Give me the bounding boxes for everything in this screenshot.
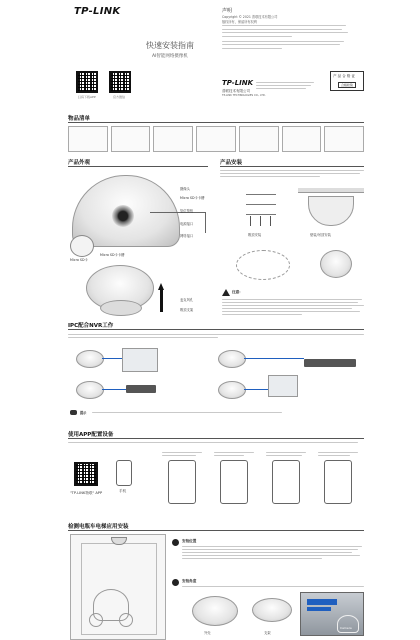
section-nvr-rule — [68, 329, 364, 330]
statement-heading: 声明 — [222, 8, 233, 14]
arrow-up-icon — [158, 283, 164, 290]
app-step — [318, 452, 364, 518]
install-intro — [220, 170, 364, 177]
warning-icon — [222, 289, 230, 296]
contents-item — [196, 126, 236, 152]
elevator-bracket-caption: 支架 — [264, 631, 271, 635]
camera-lens-icon — [112, 205, 134, 227]
guide-subtitle: AI智能网络摄像机 — [152, 54, 188, 59]
step1-badge — [172, 539, 179, 546]
section-nvr-title: IPC配合NVR工作 — [68, 323, 114, 329]
elevator-step1-title: 安装位置 — [182, 539, 197, 543]
app-download-qr — [76, 71, 98, 93]
company-logo: TP-LINK — [222, 79, 254, 87]
app-intro — [68, 442, 364, 443]
phone-illustration — [116, 460, 132, 486]
label-camera: 摄像头 — [180, 187, 190, 191]
contents-items — [68, 126, 364, 152]
tip-icon — [70, 410, 77, 415]
contents-item — [111, 126, 151, 152]
rights-line: 版权所有，保留所有权利 — [222, 20, 258, 24]
app-step — [214, 452, 260, 518]
sd-card-inset — [70, 235, 94, 257]
install-label-wall: 壁装/吊顶安装 — [310, 233, 331, 237]
contents-item — [324, 126, 364, 152]
elevator-car-illustration — [70, 534, 166, 640]
nvr-intro — [68, 334, 364, 338]
app-step — [266, 452, 312, 518]
camera-cable — [150, 212, 206, 233]
nvr-tip-body — [92, 412, 282, 413]
app-steps — [162, 452, 364, 518]
install-label-ceiling: 吸顶安装 — [248, 233, 262, 237]
section-appearance-rule — [68, 166, 208, 167]
nvr-tip-label: 提示 — [80, 411, 87, 415]
company-address — [256, 82, 316, 89]
install-diagram-cable — [236, 250, 290, 280]
app-name-caption: "TP-LINK物联" APP — [70, 491, 103, 495]
certificate-subtitle: 合格检验 — [338, 82, 356, 88]
step2-badge — [172, 579, 179, 586]
section-elevator-rule — [68, 530, 364, 531]
section-contents-title: 物品清单 — [68, 116, 91, 122]
contents-item — [239, 126, 279, 152]
app-step — [162, 452, 208, 518]
label-sd-slot-inset: Micro SD卡卡槽 — [100, 253, 125, 257]
install-diagram-screws — [236, 190, 286, 228]
statement-body — [222, 25, 348, 49]
app-qr-code — [74, 462, 98, 486]
notice-body — [222, 299, 364, 315]
label-reset: 复位按钮 — [180, 209, 194, 213]
qr-caption-wechat: 官方微信 — [113, 95, 126, 99]
section-contents-rule — [68, 122, 364, 123]
notice-label: 注意： — [232, 290, 243, 294]
camera-base — [100, 300, 142, 316]
label-network: 网络接口 — [180, 234, 194, 238]
arrow-stem — [160, 290, 162, 312]
brand-logo: TP-LINK — [74, 6, 121, 17]
contents-item — [153, 126, 193, 152]
contents-item — [282, 126, 322, 152]
section-app-title: 使用APP配置设备 — [68, 432, 114, 438]
copyright-line: Copyright © 2021 普联技术有限公司 — [222, 15, 278, 19]
wechat-qr — [109, 71, 131, 93]
guide-title: 快速安装指南 — [146, 41, 194, 50]
certificate-title: 产 品 合 格 证 — [333, 74, 355, 78]
qr-caption-app: 扫码下载APP — [78, 95, 96, 99]
section-app-rule — [68, 438, 364, 439]
elevator-camera-illustration — [192, 596, 238, 626]
elevator-mount-caption: 外壳 — [204, 631, 211, 635]
elevator-bracket-illustration — [252, 598, 292, 622]
label-sd-card: Micro SD卡 — [70, 258, 88, 262]
phone-label: 手机 — [119, 489, 127, 493]
section-install-rule — [220, 166, 364, 167]
install-diagram-ceiling — [298, 188, 364, 228]
label-mount: 吸顶支架 — [180, 308, 194, 312]
section-install-title: 产品安装 — [220, 160, 243, 166]
company-name: 普联技术有限公司 — [222, 89, 250, 93]
elevator-photo — [300, 592, 364, 636]
elevator-step1-body — [182, 546, 364, 559]
nvr-diagram — [68, 345, 364, 405]
label-power: 电源接口 — [180, 222, 194, 226]
elevator-step2-body — [182, 586, 364, 589]
elevator-photo-label: Camera — [340, 626, 352, 630]
section-appearance-title: 产品外观 — [68, 160, 91, 166]
install-diagram-mounted — [320, 250, 352, 278]
label-mic: 麦克风孔 — [180, 298, 194, 302]
elevator-step2-title: 安装角度 — [182, 579, 197, 583]
company-name-en: TP-LINK TECHNOLOGIES CO., LTD. — [222, 94, 266, 97]
label-sd-slot: Micro SD卡卡槽 — [180, 196, 205, 200]
section-elevator-title: 检测电瓶车电梯应用安装 — [68, 524, 129, 530]
contents-item — [68, 126, 108, 152]
